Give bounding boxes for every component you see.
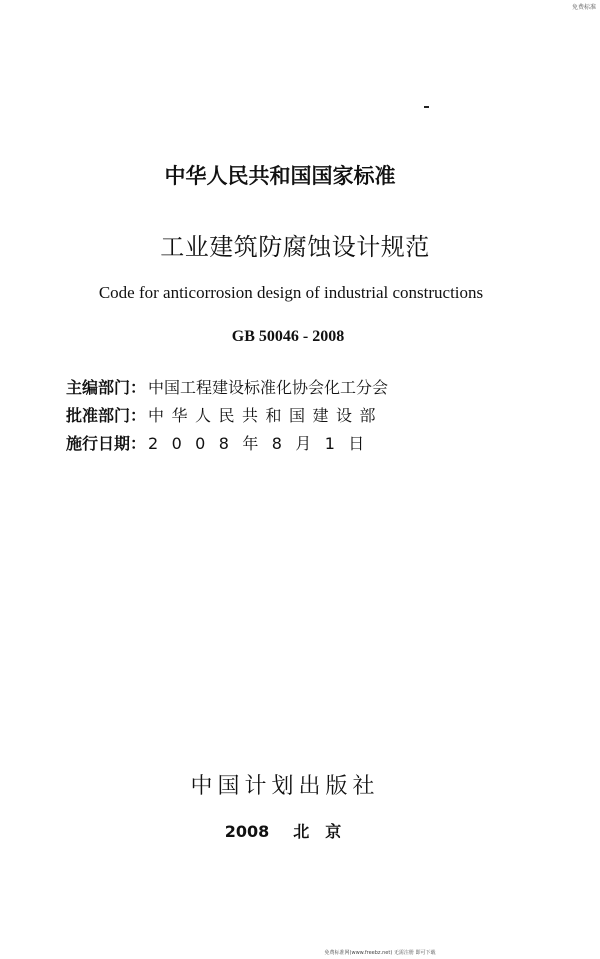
print-speck	[424, 106, 429, 108]
document-title-english: Code for anticorrosion design of industrial constructions	[98, 283, 484, 302]
effective-date-value: 2008年8月1日	[148, 433, 378, 453]
footer-watermark-note: 免费标准网(www.freebz.net) 无需注册 即可下载	[324, 950, 436, 956]
approver-label: 批准部门：	[66, 405, 147, 425]
chief-editor-label: 主编部门：	[66, 377, 147, 397]
chief-editor-row	[66, 372, 388, 400]
publication-info-block	[66, 372, 388, 456]
publication-year: 2008	[224, 822, 270, 841]
effective-date-label: 施行日期：	[66, 433, 147, 453]
chief-editor-value: 中国工程建设标准化协会化工分会	[148, 377, 389, 397]
publisher-name: 中国计划出版社	[190, 774, 380, 799]
effective-date-row	[66, 428, 388, 456]
approver-value: 中华人民共和国建设部	[148, 405, 384, 425]
approver-row	[66, 400, 388, 428]
standard-code: GB 50046 - 2008	[231, 328, 345, 345]
document-title-chinese: 工业建筑防腐蚀设计规范	[160, 233, 430, 261]
publication-year-place	[0, 819, 600, 842]
publication-place: 北 京	[293, 822, 342, 841]
corner-watermark-note: 免费标准	[571, 4, 596, 11]
standard-category-heading: 中华人民共和国国家标准	[164, 164, 396, 188]
